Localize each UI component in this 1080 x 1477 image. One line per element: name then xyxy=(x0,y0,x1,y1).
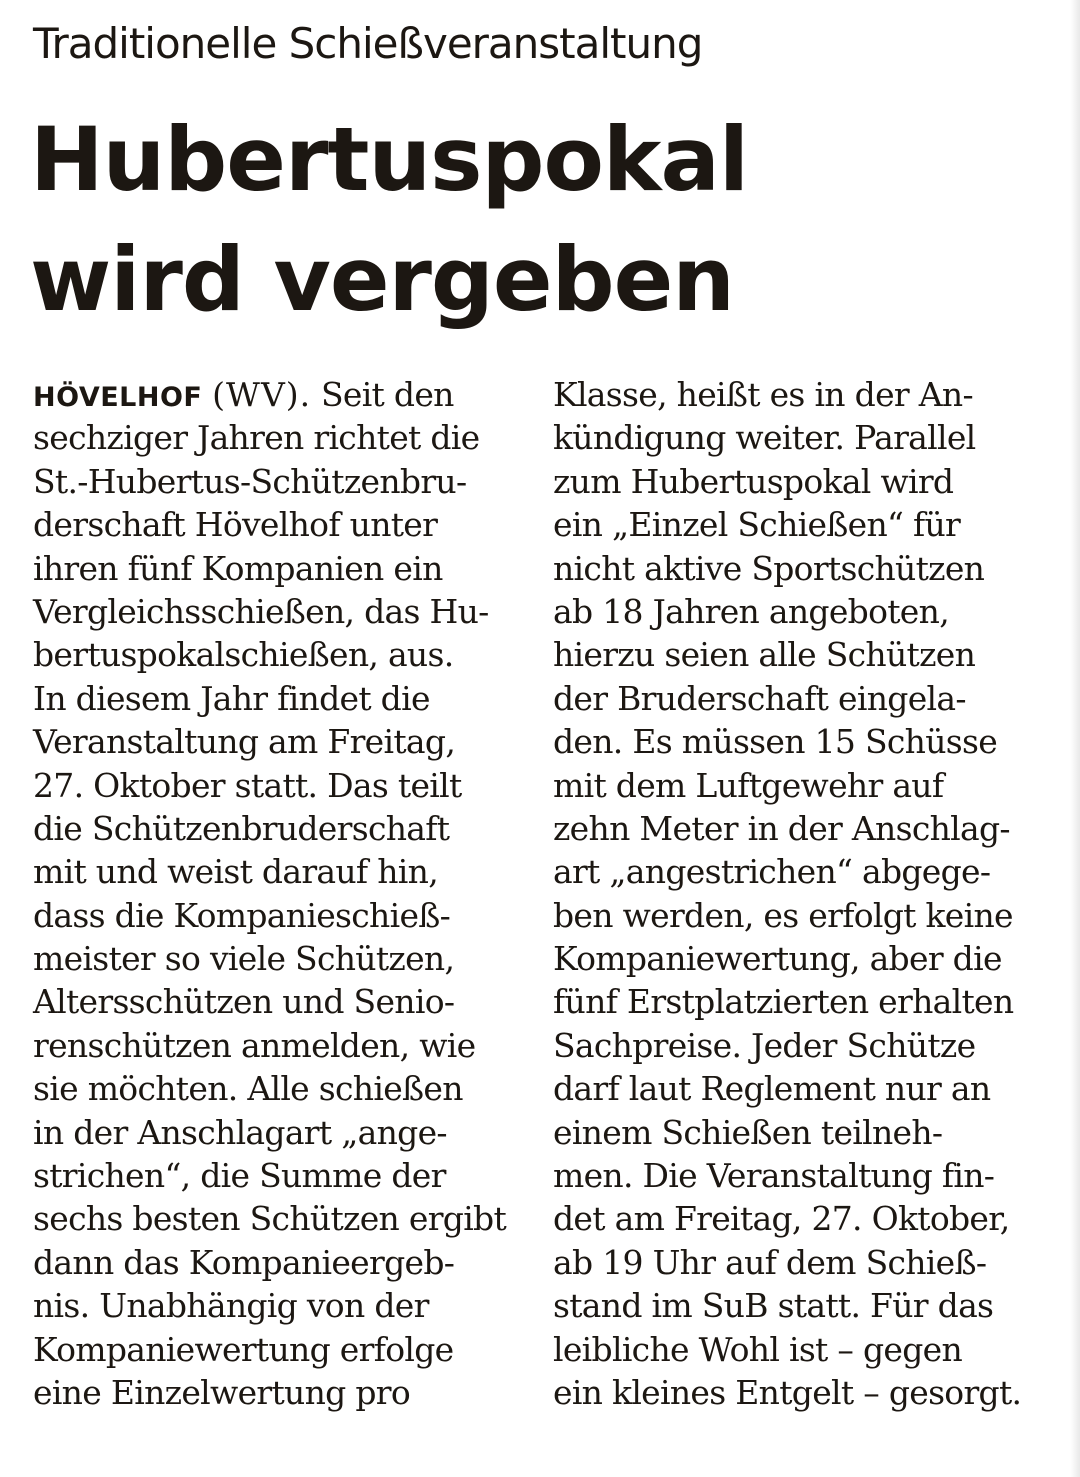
text-line: nis. Unabhängig von der xyxy=(33,1286,429,1326)
text-line: ab 18 Jahren angeboten, xyxy=(553,591,949,631)
text-line: fünf Erstplatzierten erhalten xyxy=(553,982,1014,1022)
right-column-lines xyxy=(553,373,1021,1414)
text-line: sechs besten Schützen ergibt xyxy=(33,1199,507,1239)
text-line: Altersschützen und Senio- xyxy=(33,982,455,1022)
text-line: In diesem Jahr findet die xyxy=(33,678,430,718)
text-line: stand im SuB statt. Für das xyxy=(553,1286,994,1326)
text-line: die Schützenbruderschaft xyxy=(33,808,450,848)
text-line: der Bruderschaft eingela- xyxy=(553,678,966,718)
text-line: zum Hubertuspokal wird xyxy=(553,461,954,501)
text-line: Vergleichsschießen, das Hu- xyxy=(33,591,489,631)
text-line: sechziger Jahren richtet die xyxy=(33,418,480,458)
text-line: sie möchten. Alle schießen xyxy=(33,1069,463,1109)
text-line: zehn Meter in der Anschlag- xyxy=(553,808,1010,848)
text-line: ben werden, es erfolgt keine xyxy=(553,895,1013,935)
text-line: den. Es müssen 15 Schüsse xyxy=(553,722,998,762)
article-body-left-column xyxy=(33,373,506,1414)
text-line: dass die Kompanieschieß- xyxy=(33,895,451,935)
text-line: darf laut Reglement nur an xyxy=(553,1069,991,1109)
text-line: hierzu seien alle Schützen xyxy=(553,635,976,675)
text-fragment: Seit den xyxy=(320,375,454,414)
text-line: 27. Oktober statt. Das teilt xyxy=(33,765,462,805)
left-column-lines xyxy=(33,416,506,1414)
text-line: ein „Einzel Schießen“ für xyxy=(553,505,961,545)
text-line: Veranstaltung am Freitag, xyxy=(33,722,456,762)
headline-line: Hubertuspokal xyxy=(30,108,748,211)
text-line: in der Anschlagart „ange- xyxy=(33,1112,447,1152)
text-line: derschaft Hövelhof unter xyxy=(33,505,438,545)
text-line: mit und weist darauf hin, xyxy=(33,852,438,892)
text-line: nicht aktive Sportschützen xyxy=(553,548,985,588)
text-line: kündigung weiter. Parallel xyxy=(553,418,976,458)
text-line: leibliche Wohl ist – gegen xyxy=(553,1329,963,1369)
article-body-right-column xyxy=(553,373,1021,1414)
text-line: ab 19 Uhr auf dem Schieß- xyxy=(553,1242,987,1282)
text-line: eine Einzelwertung pro xyxy=(33,1372,411,1412)
text-line: St.-Hubertus-Schützenbru- xyxy=(33,461,467,501)
text-line: dann das Kompanieergeb- xyxy=(33,1242,455,1282)
text-line: ein kleines Entgelt – gesorgt. xyxy=(553,1372,1022,1412)
text-line: Kompaniewertung, aber die xyxy=(553,939,1002,979)
text-line: mit dem Luftgewehr auf xyxy=(553,765,944,805)
text-line: Kompaniewertung erfolge xyxy=(33,1329,454,1369)
page-edge-shadow xyxy=(1070,0,1080,1477)
text-line: ihren fünf Kompanien ein xyxy=(33,548,443,588)
text-line: Klasse, heißt es in der An- xyxy=(553,375,973,414)
text-line: einem Schießen teilneh- xyxy=(553,1112,943,1152)
headline-line: wird vergeben xyxy=(30,228,734,331)
article-headline xyxy=(30,100,748,340)
dateline-agency: (WV). xyxy=(212,375,312,414)
text-line: meister so viele Schützen, xyxy=(33,939,455,979)
text-line xyxy=(33,373,506,416)
text-line: bertuspokalschießen, aus. xyxy=(33,635,454,675)
article-kicker: Traditionelle Schießveranstaltung xyxy=(33,19,703,68)
text-line: art „angestrichen“ abgege- xyxy=(553,852,991,892)
dateline-city: HÖVELHOF xyxy=(33,382,203,413)
text-line: strichen“, die Summe der xyxy=(33,1156,446,1196)
text-line: det am Freitag, 27. Oktober, xyxy=(553,1199,1010,1239)
text-line: Sachpreise. Jeder Schütze xyxy=(553,1025,976,1065)
text-line: men. Die Veranstaltung fin- xyxy=(553,1156,995,1196)
text-line: renschützen anmelden, wie xyxy=(33,1025,476,1065)
